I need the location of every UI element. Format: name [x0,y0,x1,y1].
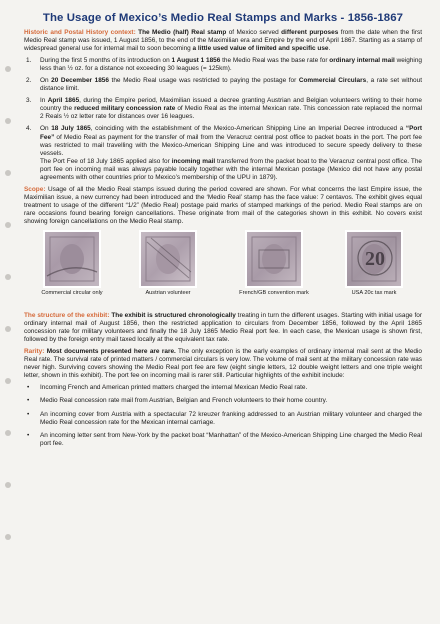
binder-holes [5,0,13,624]
usage-text: On [40,125,52,133]
context-text-1: of Mexico served [226,29,282,36]
binder-hole [5,274,11,280]
scope-paragraph [24,186,422,226]
context-text-2: from the date when the first Medio Real stamp was issued, 1 August 1856, to the end of the Maximilian era and Empire by the end of April 1867. Starting as a stamp of widespread general use for internal mail to soon becoming [24,29,423,53]
binder-hole [5,66,11,72]
binder-hole [5,482,11,488]
usage-text: The Port Fee of 18 July 1865 applied also for [40,157,172,165]
usage-bold: 18 July 1865 [51,125,91,133]
stamp-caption: Commercial circular only [41,290,103,297]
usage-text: In [40,97,48,105]
stamp-image [245,230,303,288]
binder-hole [5,430,11,436]
context-lead: Historic and Postal History context: [24,29,136,36]
bullet-glyph: • [27,384,30,392]
stamp-item [226,230,322,296]
usage-text: of Medio Real as the internal Mexican rate. This concession rate replaced the normal 2 Reals ½ oz letter rate for distances over 16 leagues. [40,105,423,121]
stamp-item [332,230,416,296]
usage-text: During the first 5 months of its introduction on [40,57,172,65]
context-paragraph [24,29,422,53]
usage-bold: ordinary internal mail [329,57,395,65]
binder-hole [5,534,11,540]
bullet-glyph: • [27,410,30,418]
context-bold-1: The Medio (half) Real stamp [135,29,227,36]
usage-text: the Medio Real was the base rate for [220,57,330,65]
bullet-glyph: • [27,431,30,439]
usage-item [24,97,422,121]
stamp-design [347,232,401,286]
page-title: The Usage of Mexico’s Medio Real Stamps and Marks - 1856-1867 [42,12,404,24]
highlight-item [24,384,422,392]
stamp-design [141,232,195,286]
usage-bold: 20 December 1856 [51,77,109,85]
binder-hole [5,378,11,384]
rarity-text: The only exception is the early examples of ordinary internal mail sent at the Medio Real rate. The survival rate of printed matters / commercial circulars is very low. The volume of mail sent at the military concession rate was never high. Surviving covers showing the Medio Real port fee are few (eight single letters, 12 double weight letters and one triple weight letter, shown in this exhibit). The port fee on incoming mail is rarer still. Particular highlights of the exhibit include: [24,348,423,380]
usage-bold: Commercial Circulars [298,77,367,85]
structure-lead: The structure of the exhibit: [24,312,110,320]
rarity-bold: Most documents presented here are rare. [44,348,176,356]
usage-text: , a rate set without distance limit. [40,77,422,93]
usage-text: the Medio Real usage was restricted to paying the postage for [108,77,299,85]
stamp-item [128,230,208,296]
usage-item [24,57,422,73]
usage-item [24,77,422,93]
highlight-text: Medio Real concession rate mail from Austrian, Belgian and French volunteers to their home country. [40,397,328,405]
usage-text: of Medio Real as payment for the transfer of mail from the Veracruz central post office to packet boats in the port. The port fee was restricted to mail travelling with the Mexico-American Shipping Line and was introduced to secure speedy delivery to these vessels. [40,133,422,157]
structure-bold: The exhibit is structured chronologically [109,312,236,320]
scope-text: Usage of all the Medio Real stamps issued during the period covered are shown. For what concerns the last Empire issue, the Maximilian issue, a new currency had been introduced and the ‘Medio Real’ stamp has the face value: 7 centavos. The exhibit gives equal treatment to usage of the different “1/2” (Medio Real) postage paid marks of stamped markings of the period. Medio Real stamps are on rare occasions found bearing foreign cancellations. These originate from mail of the categories shown in this exhibit. No covers exist showing foreign cancellations on the Medio Real stamp. [24,185,422,225]
stamp-image [345,230,403,288]
highlight-text: An incoming cover from Austria with a spectacular 72 kreuzer franking addressed to an Austrian military volunteer and charged the Medio Real concession rate for the Mexican internal carriage. [40,410,422,426]
structure-text: treating in turn the different usages. Starting with initial usage for ordinary internal mail of August 1856, then the restricted application to circulars from December 1856, followed by the April 1865 concession rate for military volunteers and finally the 18 July 1865 Medio Real port fee. In each case, the Mexican usage is shown first, followed by the foreign entry mail taxed locally at the equivalent tax rate. [24,312,422,344]
usage-number: 2. [26,77,32,85]
usage-bold: “Port Fee” [40,125,422,141]
stamp-caption: Austrian volunteer [145,290,191,297]
stamp-design [247,232,301,286]
context-text-3: . [328,45,331,53]
binder-hole [5,222,11,228]
binder-hole [5,170,11,176]
highlight-item [24,397,422,405]
usage-text: weighing less than ½ oz. for a distance not exceeding 30 leagues (= 125km). [40,57,423,73]
usage-text: On [40,77,52,85]
highlight-item [24,411,422,427]
rarity-lead: Rarity: [24,348,45,356]
structure-paragraph [24,312,422,344]
highlight-text: Incoming French and American printed matters charged the internal Mexican Medio Real rate. [40,384,308,392]
stamp-item [32,230,112,296]
stamp-cancel-mark: 20 [365,248,385,271]
stamp-image [43,230,101,288]
context-bold-3: a little used value of limited and specific use [192,45,329,53]
usage-bold: April 1865 [47,97,80,105]
usage-item [24,125,422,181]
usage-text: , during the Empire period, Maximilian issued a decree granting Austrian and Belgian volunteers writing to their home country the [40,97,422,113]
binder-hole [5,118,11,124]
highlight-item [24,432,422,448]
usage-text: transferred from the packet boat to the Veracruz central post office. The port fee on incoming mail was always payable locally together with the internal Mexican postage (Mexico did not have any postal agreements with other countries prior to Mexico’s membership of the UPU in 1879). [40,157,422,181]
stamp-design [45,232,99,286]
usage-number: 4. [26,125,32,133]
stamp-caption: USA 20c tax mark [351,290,397,297]
usage-list [24,57,422,182]
rarity-paragraph [24,348,422,380]
usage-bold: 1 August 1 1856 [171,57,221,65]
stamp-image [139,230,197,288]
highlights-list [24,384,422,447]
usage-bold: incoming mail [171,157,216,165]
binder-hole [5,326,11,332]
context-bold-2: different purposes [281,29,339,36]
stamp-caption: French/GB convention mark [239,290,309,297]
scope-lead: Scope: [24,185,46,193]
bullet-glyph: • [27,397,30,405]
highlight-text: An incoming letter sent from New-York by the packet boat “Manhattan” of the Mexico-American Shipping Line charged the Medio Real port fee. [40,431,422,447]
usage-text: , coinciding with the establishment of the Mexico-American Shipping Line an Imperial Decree introduced a [90,125,406,133]
usage-bold: reduced military concession rate [74,105,176,113]
stamp-gallery [24,230,422,308]
usage-number: 3. [26,97,32,105]
usage-number: 1. [26,57,32,65]
